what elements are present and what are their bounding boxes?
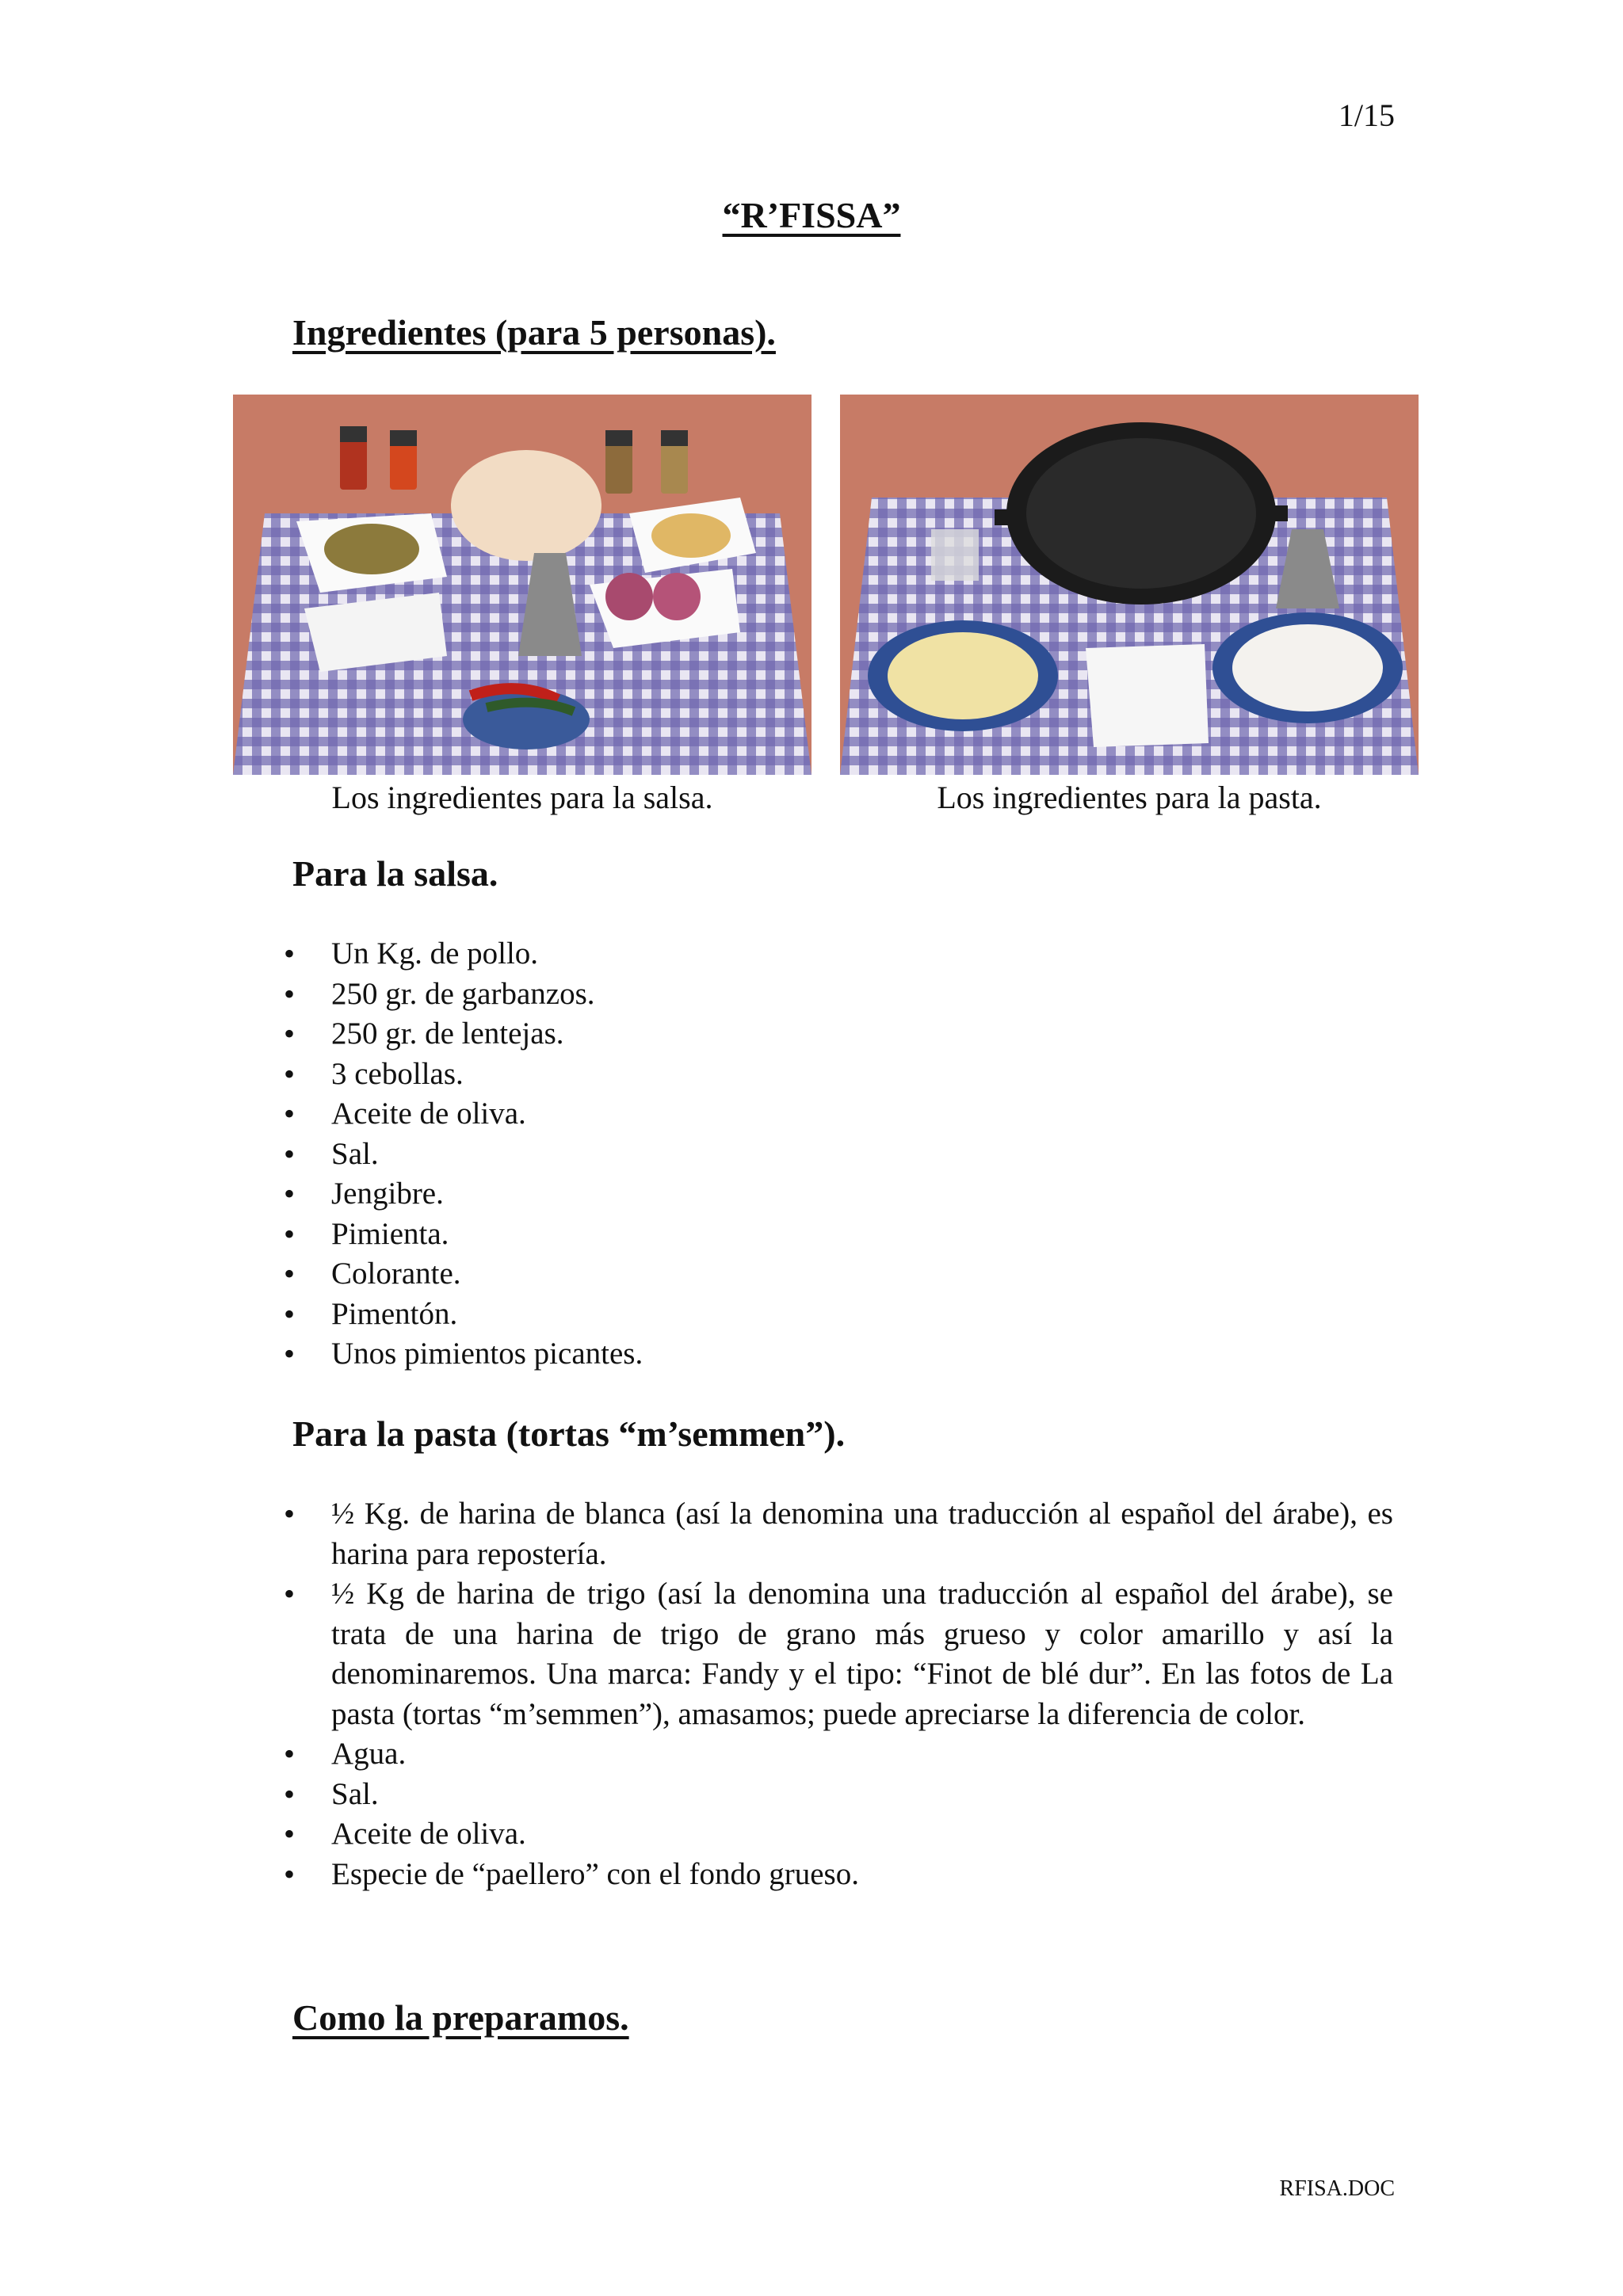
- salsa-heading: Para la salsa.: [292, 853, 498, 894]
- list-item: • Pimienta.: [292, 1215, 1393, 1255]
- photo-pasta-ingredients: [840, 395, 1419, 775]
- pasta-ingredient-list: [292, 1494, 1393, 1894]
- page-number: 1/15: [1338, 97, 1395, 133]
- list-item: • ½ Kg. de harina de blanca (así la denomina una traducción al español del árabe), es harina para repostería.: [292, 1494, 1393, 1574]
- pasta-heading: Para la pasta (tortas “m’semmen”).: [292, 1413, 846, 1454]
- document-title: “R’FISSA”: [722, 195, 901, 235]
- list-item: • Especie de “paellero” con el fondo grueso.: [292, 1855, 1393, 1895]
- list-item: • Colorante.: [292, 1254, 1393, 1295]
- footer-filename: RFISA.DOC: [1279, 2176, 1395, 2201]
- ingredients-heading: Ingredientes (para 5 personas).: [292, 312, 776, 353]
- list-item: • Un Kg. de pollo.: [292, 934, 1393, 974]
- list-item: • Aceite de oliva.: [292, 1814, 1393, 1855]
- list-item: • Unos pimientos picantes.: [292, 1334, 1393, 1375]
- photo-caption-pasta: Los ingredientes para la pasta.: [937, 780, 1322, 815]
- list-item: • Sal.: [292, 1775, 1393, 1815]
- list-item: • ½ Kg de harina de trigo (así la denomina una traducción al español del árabe), se trata de una harina de trigo de grano más grueso y color amarillo y así la denominaremos. Una marca: Fandy y el tipo: “Finot de blé dur”. En las fotos de La pasta (tortas “m’semmen”), amasamos; puede apreciarse la diferencia de color.: [292, 1574, 1393, 1734]
- list-item: • 250 gr. de garbanzos.: [292, 974, 1393, 1015]
- list-item: • Jengibre.: [292, 1174, 1393, 1215]
- list-item: • Sal.: [292, 1135, 1393, 1175]
- list-item: • 3 cebollas.: [292, 1055, 1393, 1095]
- photo-salsa-ingredients: [233, 395, 812, 775]
- preparation-heading: Como la preparamos.: [292, 1997, 629, 2038]
- list-item: • Aceite de oliva.: [292, 1094, 1393, 1135]
- photo-caption-salsa: Los ingredientes para la salsa.: [331, 780, 713, 815]
- list-item: • Agua.: [292, 1734, 1393, 1775]
- list-item: • Pimentón.: [292, 1295, 1393, 1335]
- list-item: • 250 gr. de lentejas.: [292, 1014, 1393, 1055]
- salsa-ingredient-list: [292, 934, 1393, 1375]
